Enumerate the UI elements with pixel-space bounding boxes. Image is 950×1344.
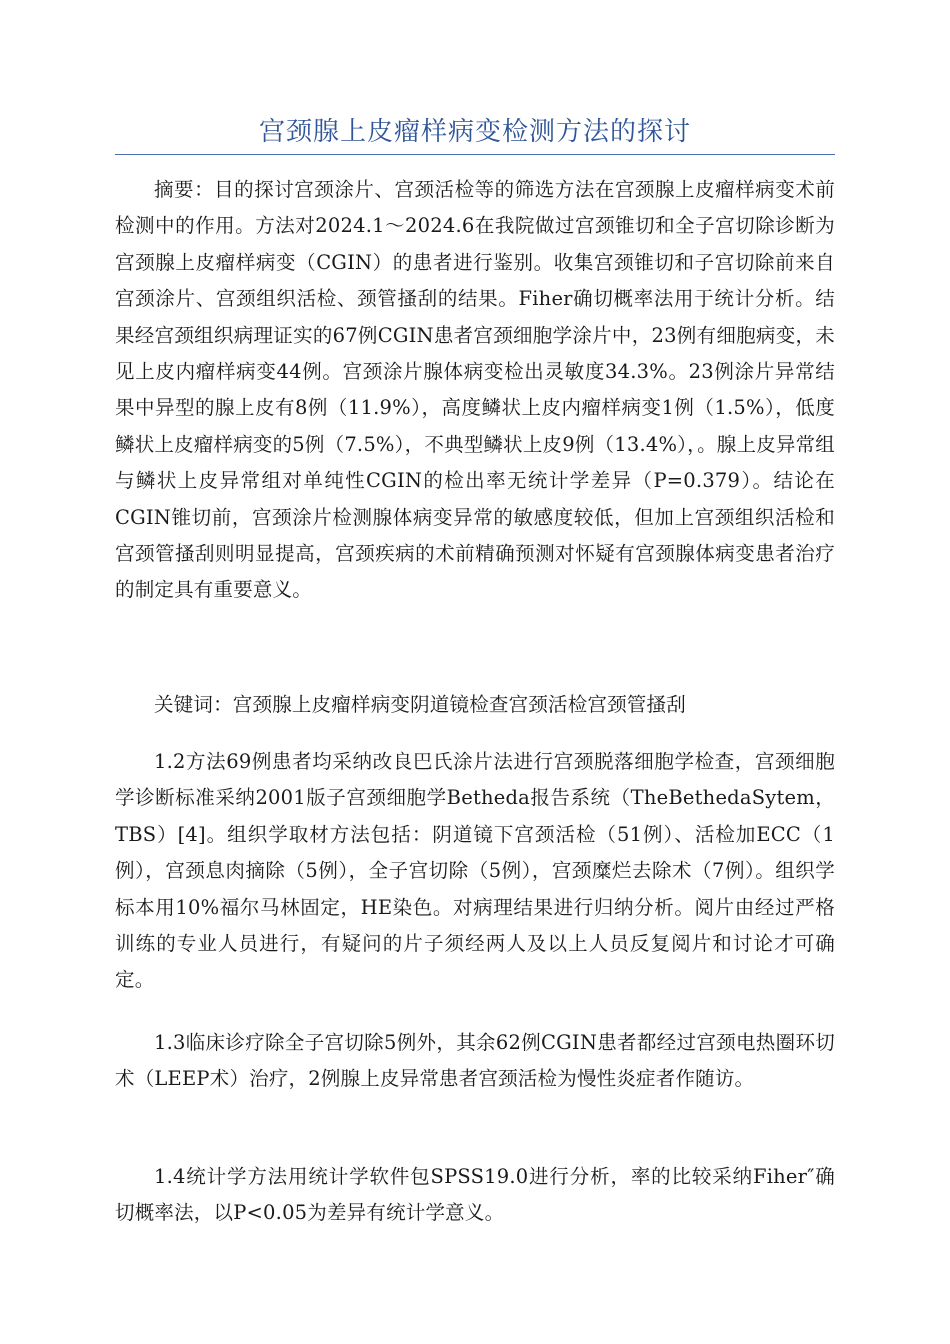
title-underline (115, 154, 835, 155)
section-1-3-paragraph: 1.3临床诊疗除全子宫切除5例外，其余62例CGIN患者都经过宫颈电热圈环切术（LEEP术）治疗，2例腺上皮异常患者宫颈活检为慢性炎症者作随访。 (115, 1031, 835, 1091)
keywords-paragraph: 关键词：宫颈腺上皮瘤样病变阴道镜检查宫颈活检宫颈管搔刮 (154, 693, 686, 716)
abstract-paragraph: 摘要：目的探讨宫颈涂片、宫颈活检等的筛选方法在宫颈腺上皮瘤样病变术前检测中的作用。方法对2024.1～2024.6在我院做过宫颈锥切和全子宫切除诊断为宫颈腺上皮瘤样病变（CGIN）的患者进行鉴别。收集宫颈锥切和子宫切除前来自宫颈涂片、宫颈组织活检、颈管搔刮的结果。Fiher确切概率法用于统计分析。结果经宫颈组织病理证实的67例CGIN患者宫颈细胞学涂片中，23例有细胞病变，未见上皮内瘤样病变44例。宫颈涂片腺体病变检出灵敏度34.3%。23例涂片异常结果中异型的腺上皮有8例（11.9%），高度鳞状上皮内瘤样病变1例（1.5%），低度鳞状上皮瘤样病变的5例（7.5%），不典型鳞状上皮9例（13.4%），。腺上皮异常组与鳞状上皮异常组对单纯性CGIN的检出率无统计学差异（P=0.379）。结论在CGIN锥切前，宫颈涂片检测腺体病变异常的敏感度较低，但加上宫颈组织活检和宫颈管搔刮则明显提高，宫颈疾病的术前精确预测对怀疑有宫颈腺体病变患者治疗的制定具有重要意义。 (115, 178, 835, 602)
document-title: 宫颈腺上皮瘤样病变检测方法的探讨 (258, 117, 691, 147)
section-1-2-paragraph: 1.2方法69例患者均采纳改良巴氏涂片法进行宫颈脱落细胞学检查，宫颈细胞学诊断标准采纳2001版子宫颈细胞学Betheda报告系统（TheBethedaSytem，TBS）[4]。组织学取材方法包括：阴道镜下宫颈活检（51例）、活检加ECC（1例），宫颈息肉摘除（5例），全子宫切除（5例），宫颈糜烂去除术（7例）。组织学标本用10%福尔马林固定，HE染色。对病理结果进行归纳分析。阅片由经过严格训练的专业人员进行，有疑问的片子须经两人及以上人员反复阅片和讨论才可确定。 (115, 750, 835, 992)
section-1-4-paragraph: 1.4统计学方法用统计学软件包SPSS19.0进行分析，率的比较采纳Fiher″确切概率法，以P<0.05为差异有统计学意义。 (115, 1165, 835, 1225)
